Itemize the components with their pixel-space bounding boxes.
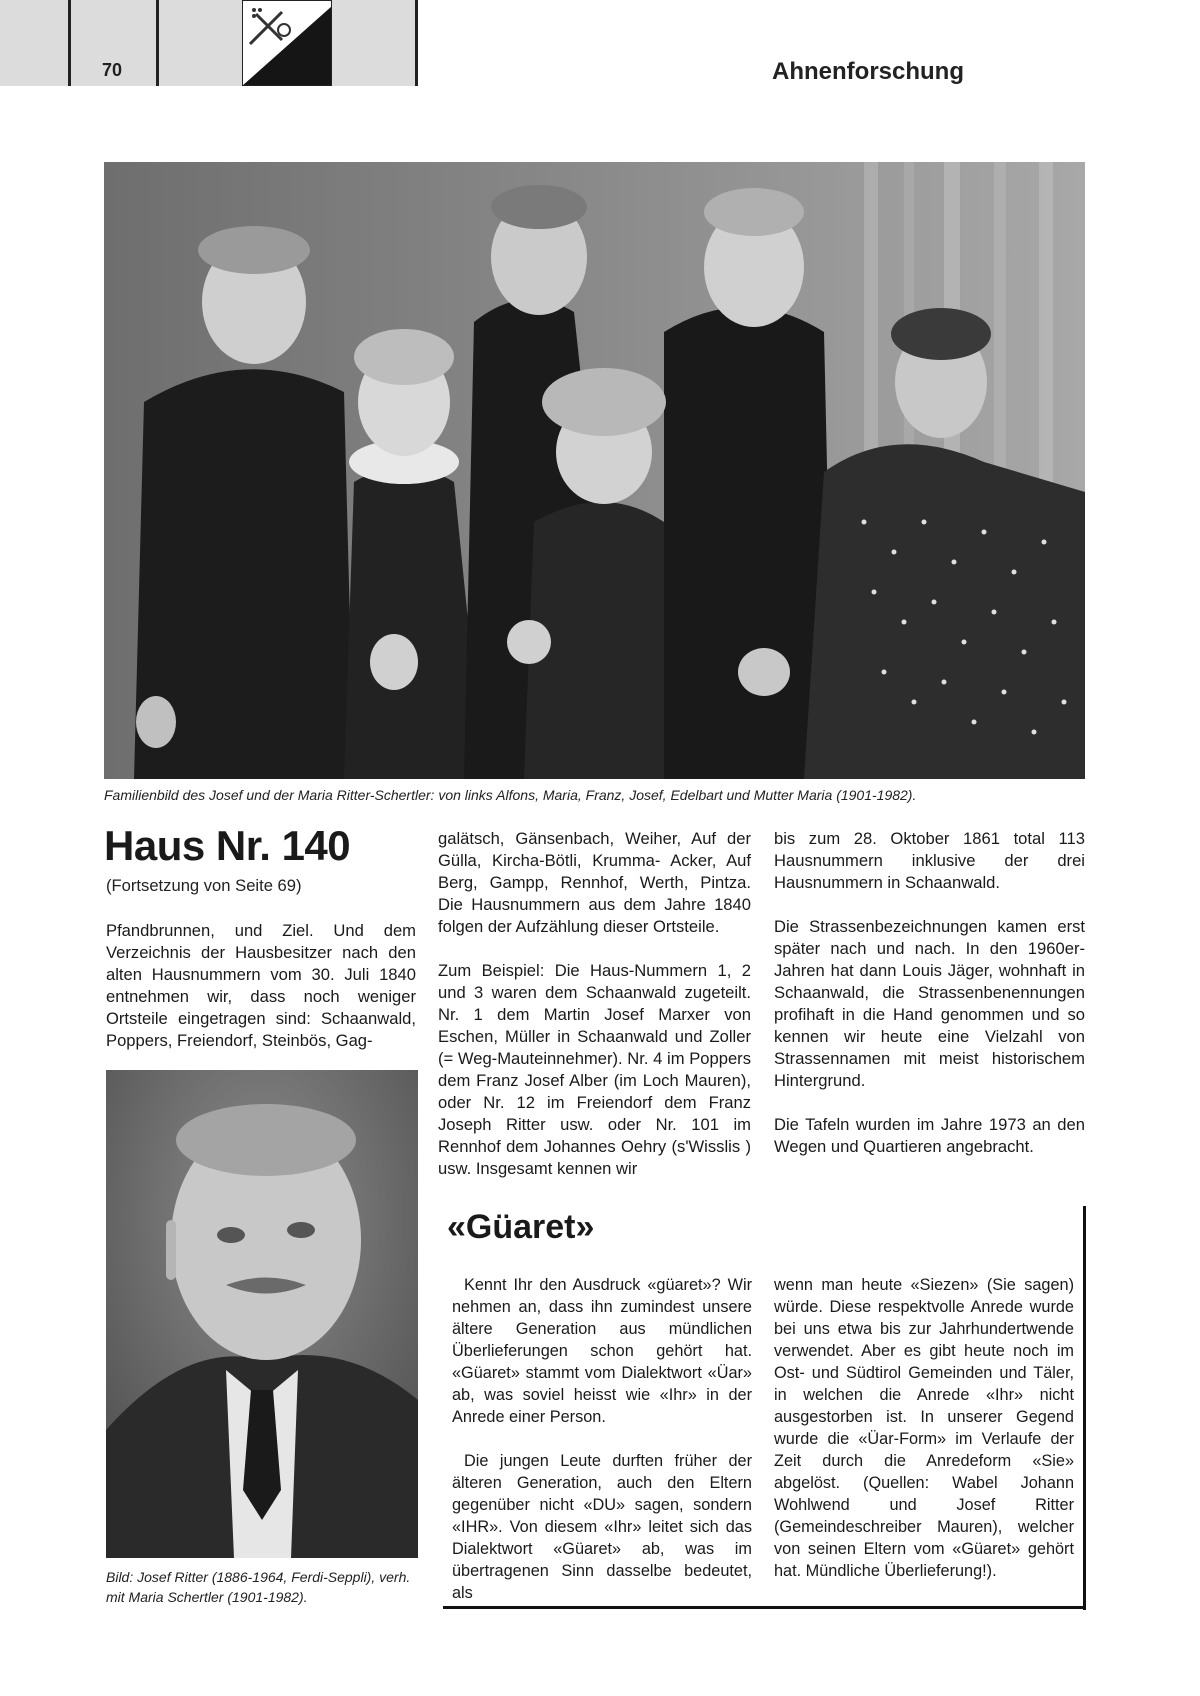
portrait-photo [106, 1070, 418, 1558]
article-column-1 [106, 920, 416, 1052]
box-border-bottom [443, 1606, 1086, 1609]
portrait-caption: Bild: Josef Ritter (1886-1964, Ferdi-Seppli), verh. mit Maria Schertler (1901-1982). [106, 1569, 411, 1605]
article-column-2 [438, 828, 751, 1180]
box-paragraph: wenn man heute «Siezen» (Sie sagen) würde. Diese respektvolle Anrede wurde bei uns etwa bis zur Jahrhundertwende verwendet. Aber es gibt heute noch im Ost- und Südtirol Gemeinden und Täler, in welchen die Anrede «Ihr» nicht ausgestorben ist. In unserer Gegend wurde die «Üar-Form» im Verlaufe der Zeit durch die Anredeform «Sie» abgelöst. (Quellen: Wabel Johann Wohlwend und Josef Ritter (Gemeindeschreiber Mauren), welcher von seinen Eltern vom «Güaret» gehört hat. Mündliche Überlieferung!). [774, 1276, 1074, 1580]
family-photo-image [104, 162, 1085, 779]
page-number: 70 [102, 60, 123, 80]
article-paragraph: Die Strassenbezeichnungen kamen erst später nach und nach. In den 1960er-Jahren hat dann Louis Jäger, wohnhaft in Schaanwald, die Strassenbenennungen profihaft in die Hand genommen und so kennen wir heute eine Vielzahl von Strassennamen mit meist historischem Hintergrund. [774, 917, 1085, 1090]
article-title: Haus Nr. 140 [104, 822, 351, 869]
article-paragraph: Die Tafeln wurden im Jahre 1973 an den Wegen und Quartieren angebracht. [774, 1115, 1085, 1156]
header-divider [415, 0, 418, 86]
box-column-1 [452, 1274, 752, 1604]
article-paragraph: bis zum 28. Oktober 1861 total 113 Hausnummern inklusive der drei Hausnummern in Schaanwald. [774, 829, 1085, 892]
article-column-3 [774, 828, 1085, 1158]
article-subtitle: (Fortsetzung von Seite 69) [106, 876, 302, 895]
header-divider [156, 0, 159, 86]
box-paragraph: Kennt Ihr den Ausdruck «güaret»? Wir nehmen an, dass ihn zumindest unsere ältere Generation aus mündlichen Überlieferungen schon gehört hat. «Güaret» stammt vom Dialektwort «Üar» ab, was soviel heisst wie «Ihr» in der Anrede einer Person. [452, 1276, 752, 1426]
box-paragraph: Die jungen Leute durften früher der älteren Generation, auch den Eltern gegenüber nicht «DU» sagen, sondern «IHR». Von diesem «Ihr» leitet sich das Dialektwort «Güaret» ab, was im übertragenen Sinn dasselbe bedeutet, als [452, 1452, 752, 1602]
article-paragraph: Pfandbrunnen, und Ziel. Und dem Verzeichnis der Hausbesitzer nach den alten Hausnummern vom 30. Juli 1840 entnehmen wir, dass noch weniger Ortsteile eingetragen sind: Schaanwald, Poppers, Freiendorf, Steinbös, Gag- [106, 921, 416, 1050]
coat-of-arms-icon [242, 0, 332, 86]
family-photo-caption: Familienbild des Josef und der Maria Ritter-Schertler: von links Alfons, Maria, Franz, Josef, Edelbart und Mutter Maria (1901-1982). [104, 787, 917, 803]
box-title: «Güaret» [447, 1208, 595, 1246]
box-border-right [1083, 1206, 1086, 1610]
header-band [0, 0, 418, 86]
article-paragraph: galätsch, Gänsenbach, Weiher, Auf der Gülla, Kircha-Bötli, Krumma- Acker, Auf Berg, Gampp, Rennhof, Werth, Pintza. Die Hausnummern aus dem Jahre 1840 folgen der Aufzählung dieser Ortsteile. [438, 829, 751, 936]
portrait-photo-image [106, 1070, 418, 1558]
header-divider [68, 0, 71, 86]
family-photo [104, 162, 1085, 779]
section-title: Ahnenforschung [772, 58, 964, 85]
article-paragraph: Zum Beispiel: Die Haus-Nummern 1, 2 und 3 waren dem Schaanwald zugeteilt. Nr. 1 dem Martin Josef Marxer von Eschen, Müller in Schaanwald und Zoller (= Weg-Mauteinnehmer). Nr. 4 im Poppers dem Franz Josef Alber (im Loch Mauren), oder Nr. 12 im Freiendorf dem Franz Joseph Ritter usw. oder Nr. 101 im Rennhof dem Johannes Oehry (s'Wisslis ) usw. Insgesamt kennen wir [438, 961, 751, 1178]
box-column-2 [774, 1274, 1074, 1582]
